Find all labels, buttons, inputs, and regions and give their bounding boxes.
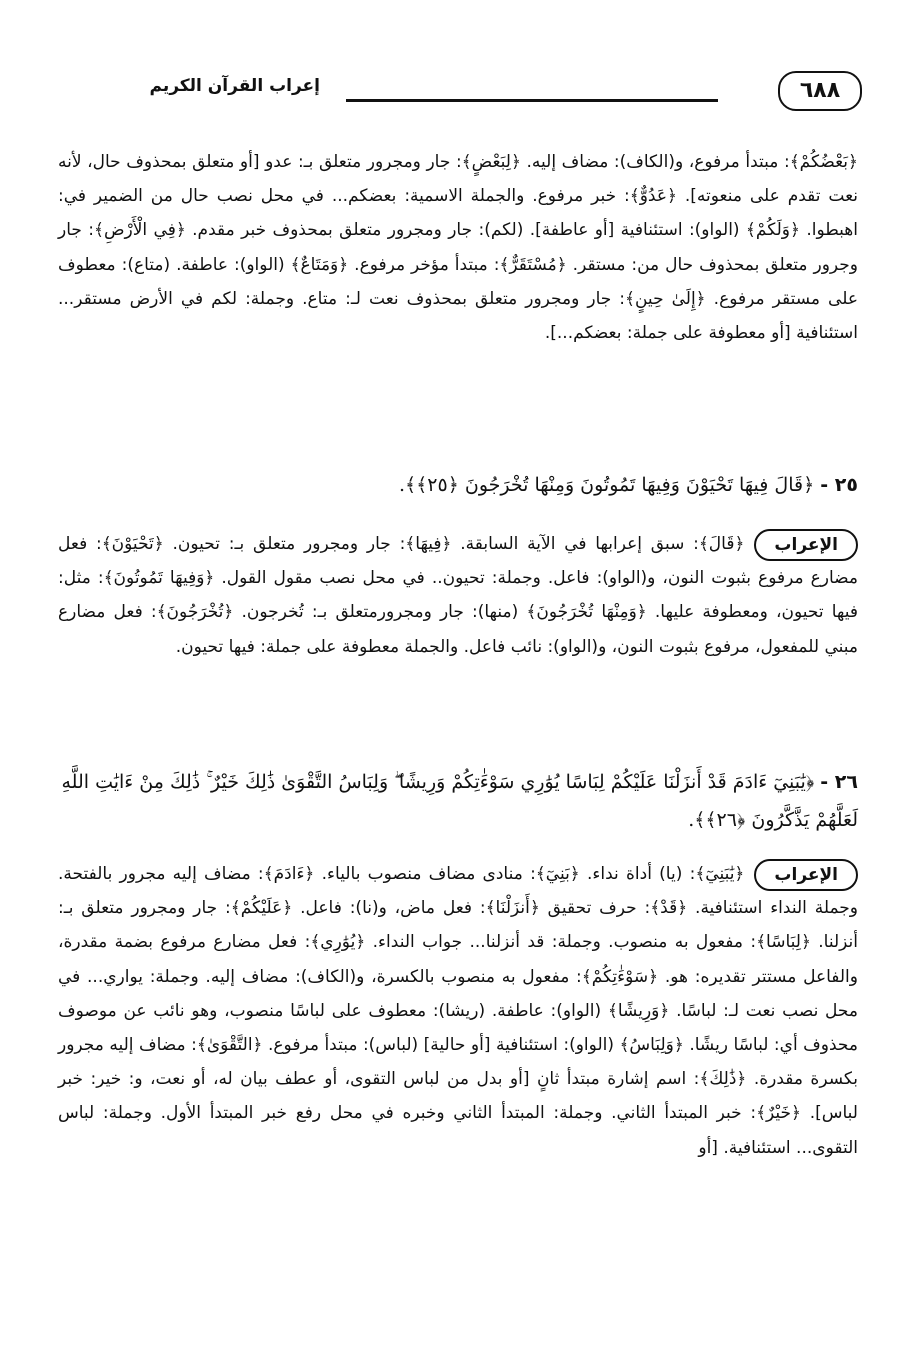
irab-text: ﴿يَٰبَنِيٓ﴾: (يا) أداة نداء. ﴿بَنِيٓ﴾: منادى مضاف منصوب بالياء. ﴿ءَادَمَ﴾: مضاف إليه مجرور بالفتحة. وجملة النداء استئنافية. ﴿قَدْ﴾: حرف تحقيق ﴿أَنزَلْنَا﴾: فعل ماض، و(نا): فاعل. ﴿عَلَيْكُمْ﴾: جار ومجرور متعلق بـ: أنزلنا. ﴿لِبَاسًا﴾: مفعول به منصوب. وجملة: قد أنزلنا... جواب النداء. ﴿يُوَٰرِي﴾: فعل مضارع مرفوع بضمة مقدرة، والفاعل مستتر تقديره: هو. ﴿سَوْءَٰتِكُمْ﴾: مفعول به منصوب بالكسرة، و(الكاف): مضاف إليه. وجملة: يواري... في محل نصب نعت لـ: لباسًا. ﴿وَرِيشًا﴾ (الواو): عاطفة. (ريشا): معطوف على لباسًا منصوب، وهو نائب عن موصوف محذوف أي: لباسًا ريشًا. ﴿وَلِبَاسُ﴾ (الواو): استئنافية [أو حالية] (لباس): مبتدأ مرفوع. ﴿التَّقْوَىٰ﴾: مضاف إليه مجرور بكسرة مقدرة. ﴿ذَٰلِكَ﴾: اسم إشارة مبتدأ ثانٍ [أو بدل من لباس التقوى، أو عطف بيان له، أو نعت، و: خير: خبر لباس]. ﴿خَيْرٌ﴾: خبر المبتدأ الثاني. وجملة: المبتدأ الثاني وخبره في محل رفع خبر المبتدأ الأول. وجملة: لباس التقوى... استئنافية. [أو <box>58 864 858 1158</box>
verse-text: ﴿يَٰبَنِيٓ ءَادَمَ قَدْ أَنزَلْنَا عَلَيْكُمْ لِبَاسًا يُوَٰرِي سَوْءَٰتِكُمْ وَرِيشًا ۖ وَلِبَاسُ التَّقْوَىٰ ذَٰلِكَ خَيْرٌ ۚ ذَٰلِكَ مِنْ ءَايَٰتِ اللَّهِ لَعَلَّهُمْ يَذَّكَّرُونَ ﴿٢٦﴾﴾. <box>61 771 858 831</box>
irab-label: الإعراب <box>754 859 858 891</box>
book-title: إعراب القرآن الكريم <box>149 76 320 96</box>
irab-section <box>58 527 858 664</box>
commentary-paragraph: ﴿بَعْضُكُمْ﴾: مبتدأ مرفوع، و(الكاف): مضاف إليه. ﴿لِبَعْضٍ﴾: جار ومجرور متعلق بـ: عدو [أو متعلق بمحذوف حال، لأنه نعت تقدم على منعوته]. ﴿عَدُوٌّ﴾: خبر مرفوع. والجملة الاسمية: بعضكم... في محل نصب حال من الضمير في: اهبطوا. ﴿وَلَكُمْ﴾ (الواو): استئنافية [أو عاطفة]. (لكم): جار ومجرور متعلق بمحذوف خبر مقدم. ﴿فِي الْأَرْضِ﴾: جار وجرور متعلق بمحذوف حال من: مستقر. ﴿مُسْتَقَرٌّ﴾: مبتدأ مؤخر مرفوع. ﴿وَمَتَاعٌ﴾ (الواو): عاطفة. (متاع): معطوف على مستقر مرفوع. ﴿إِلَىٰ حِينٍ﴾: جار ومجرور متعلق بمحذوف نعت لـ: متاع. وجملة: لكم في الأرض مستقر... استئنافية [أو معطوفة على جملة: بعضكم...]. <box>58 152 858 344</box>
verse-26 <box>58 763 858 839</box>
header-divider <box>346 99 718 102</box>
page-header <box>0 68 918 124</box>
verse-number: ٢٦ - <box>820 771 858 793</box>
verse-number: ٢٥ - <box>820 474 858 496</box>
irab-label: الإعراب <box>754 529 858 561</box>
page-number: ٦٨٨ <box>778 71 862 111</box>
verse-25 <box>58 466 858 504</box>
irab-text: ﴿قَالَ﴾: سبق إعرابها في الآية السابقة. ﴿فِيهَا﴾: جار ومجرور متعلق بـ: تحيون. ﴿تَحْيَوْنَ﴾: فعل مضارع مرفوع بثبوت النون، و(الواو): فاعل. وجملة: تحيون.. في محل نصب مقول القول. ﴿وَفِيهَا تَمُوتُونَ﴾: مثل: فيها تحيون، ومعطوفة عليها. ﴿وَمِنْهَا تُخْرَجُونَ﴾ (منها): جار ومجرورمتعلق بـ: تُخرجون. ﴿تُخْرَجُونَ﴾: فعل مضارع مبني للمفعول، مرفوع بثبوت النون، و(الواو): نائب فاعل. والجملة معطوفة على جملة: فيها تحيون. <box>58 534 858 657</box>
verse-text: ﴿قَالَ فِيهَا تَحْيَوْنَ وَفِيهَا تَمُوتُونَ وَمِنْهَا تُخْرَجُونَ ﴿٢٥﴾﴾. <box>398 474 815 496</box>
irab-section <box>58 857 858 1165</box>
